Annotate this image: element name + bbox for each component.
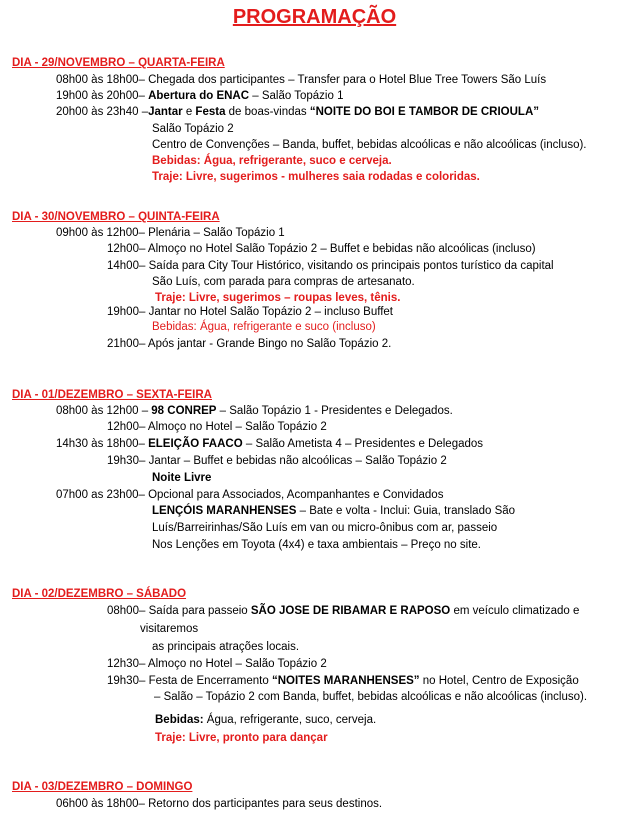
schedule-line: as principais atrações locais. [152, 641, 300, 653]
schedule-line: 19h30– Jantar – Buffet e bebidas não alcoólicas – Salão Topázio 2 [107, 455, 447, 467]
dress-code-note: Traje: Livre, sugerimos - mulheres saia rodadas e coloridas. [152, 171, 480, 183]
schedule-line: 19h00– Jantar no Hotel Salão Topázio 2 – incluso Buffet [107, 306, 394, 318]
drinks-note: Bebidas: Água, refrigerante, suco e cerveja. [152, 155, 392, 167]
schedule-line: 07h00 as 23h00– Opcional para Associados, Acompanhantes e Convidados [56, 489, 444, 501]
day-heading-03-dez: DIA - 03/DEZEMBRO – DOMINGO [12, 781, 193, 793]
schedule-line: 20h00 às 23h40 –Jantar e Festa de boas-vindas “NOITE DO BOI E TAMBOR DE CRIOULA” [56, 106, 540, 118]
schedule-line: visitaremos [140, 623, 199, 635]
schedule-line: 06h00 às 18h00– Retorno dos participantes para seus destinos. [56, 798, 383, 810]
schedule-line: Salão Topázio 2 [152, 123, 234, 135]
drinks-note: Bebidas: Água, refrigerante, suco, cerveja. [155, 714, 377, 726]
schedule-line: LENÇÓIS MARANHENSES – Bate e volta - Inclui: Guia, translado São [152, 505, 516, 517]
day-heading-01-dez: DIA - 01/DEZEMBRO – SEXTA-FEIRA [12, 389, 212, 401]
dress-code-note: Traje: Livre, pronto para dançar [155, 732, 328, 744]
drinks-note: Bebidas: Água, refrigerante e suco (incluso) [152, 321, 376, 333]
schedule-line: 08h00 às 18h00– Chegada dos participantes – Transfer para o Hotel Blue Tree Towers São Luís [56, 74, 547, 86]
schedule-line: – Salão – Topázio 2 com Banda, buffet, bebidas alcoólicas e não alcoólicas (incluso). [154, 691, 588, 703]
schedule-line: 12h00– Almoço no Hotel – Salão Topázio 2 [107, 421, 327, 433]
schedule-line: 14h30 às 18h00– ELEIÇÃO FAACO – Salão Ametista 4 – Presidentes e Delegados [56, 438, 484, 450]
schedule-line: 08h00– Saída para passeio SÃO JOSE DE RIBAMAR E RAPOSO em veículo climatizado e [107, 605, 580, 617]
schedule-line: Centro de Convenções – Banda, buffet, bebidas alcoólicas e não alcoólicas (incluso). [152, 139, 587, 151]
schedule-line: 19h30– Festa de Encerramento “NOITES MARANHENSES” no Hotel, Centro de Exposição [107, 675, 579, 687]
schedule-line: 08h00 às 12h00 – 98 CONREP – Salão Topázio 1 - Presidentes e Delegados. [56, 405, 453, 417]
schedule-line: Luís/Barreirinhas/São Luís em van ou micro-ônibus com ar, passeio [152, 522, 498, 534]
page-title: PROGRAMAÇÃO [232, 6, 397, 28]
day-heading-29-nov: DIA - 29/NOVEMBRO – QUARTA-FEIRA [12, 57, 225, 69]
schedule-line: 12h00– Almoço no Hotel Salão Topázio 2 – Buffet e bebidas não alcoólicas (incluso) [107, 243, 536, 255]
day-heading-02-dez: DIA - 02/DEZEMBRO – SÁBADO [12, 588, 187, 600]
schedule-line: 21h00– Após jantar - Grande Bingo no Salão Topázio 2. [107, 338, 392, 350]
free-night-label: Noite Livre [152, 472, 212, 484]
schedule-line: São Luís, com parada para compras de artesanato. [152, 276, 415, 288]
dress-code-note: Traje: Livre, sugerimos – roupas leves, tênis. [155, 292, 401, 304]
schedule-line: 19h00 às 20h00– Abertura do ENAC – Salão Topázio 1 [56, 90, 344, 102]
schedule-line: 14h00– Saída para City Tour Histórico, visitando os principais pontos turístico da capital [107, 260, 554, 272]
schedule-line: 12h30– Almoço no Hotel – Salão Topázio 2 [107, 658, 327, 670]
day-heading-30-nov: DIA - 30/NOVEMBRO – QUINTA-FEIRA [12, 211, 220, 223]
schedule-line: 09h00 às 12h00– Plenária – Salão Topázio 1 [56, 227, 285, 239]
schedule-line: Nos Lenções em Toyota (4x4) e taxa ambientais – Preço no site. [152, 539, 481, 551]
